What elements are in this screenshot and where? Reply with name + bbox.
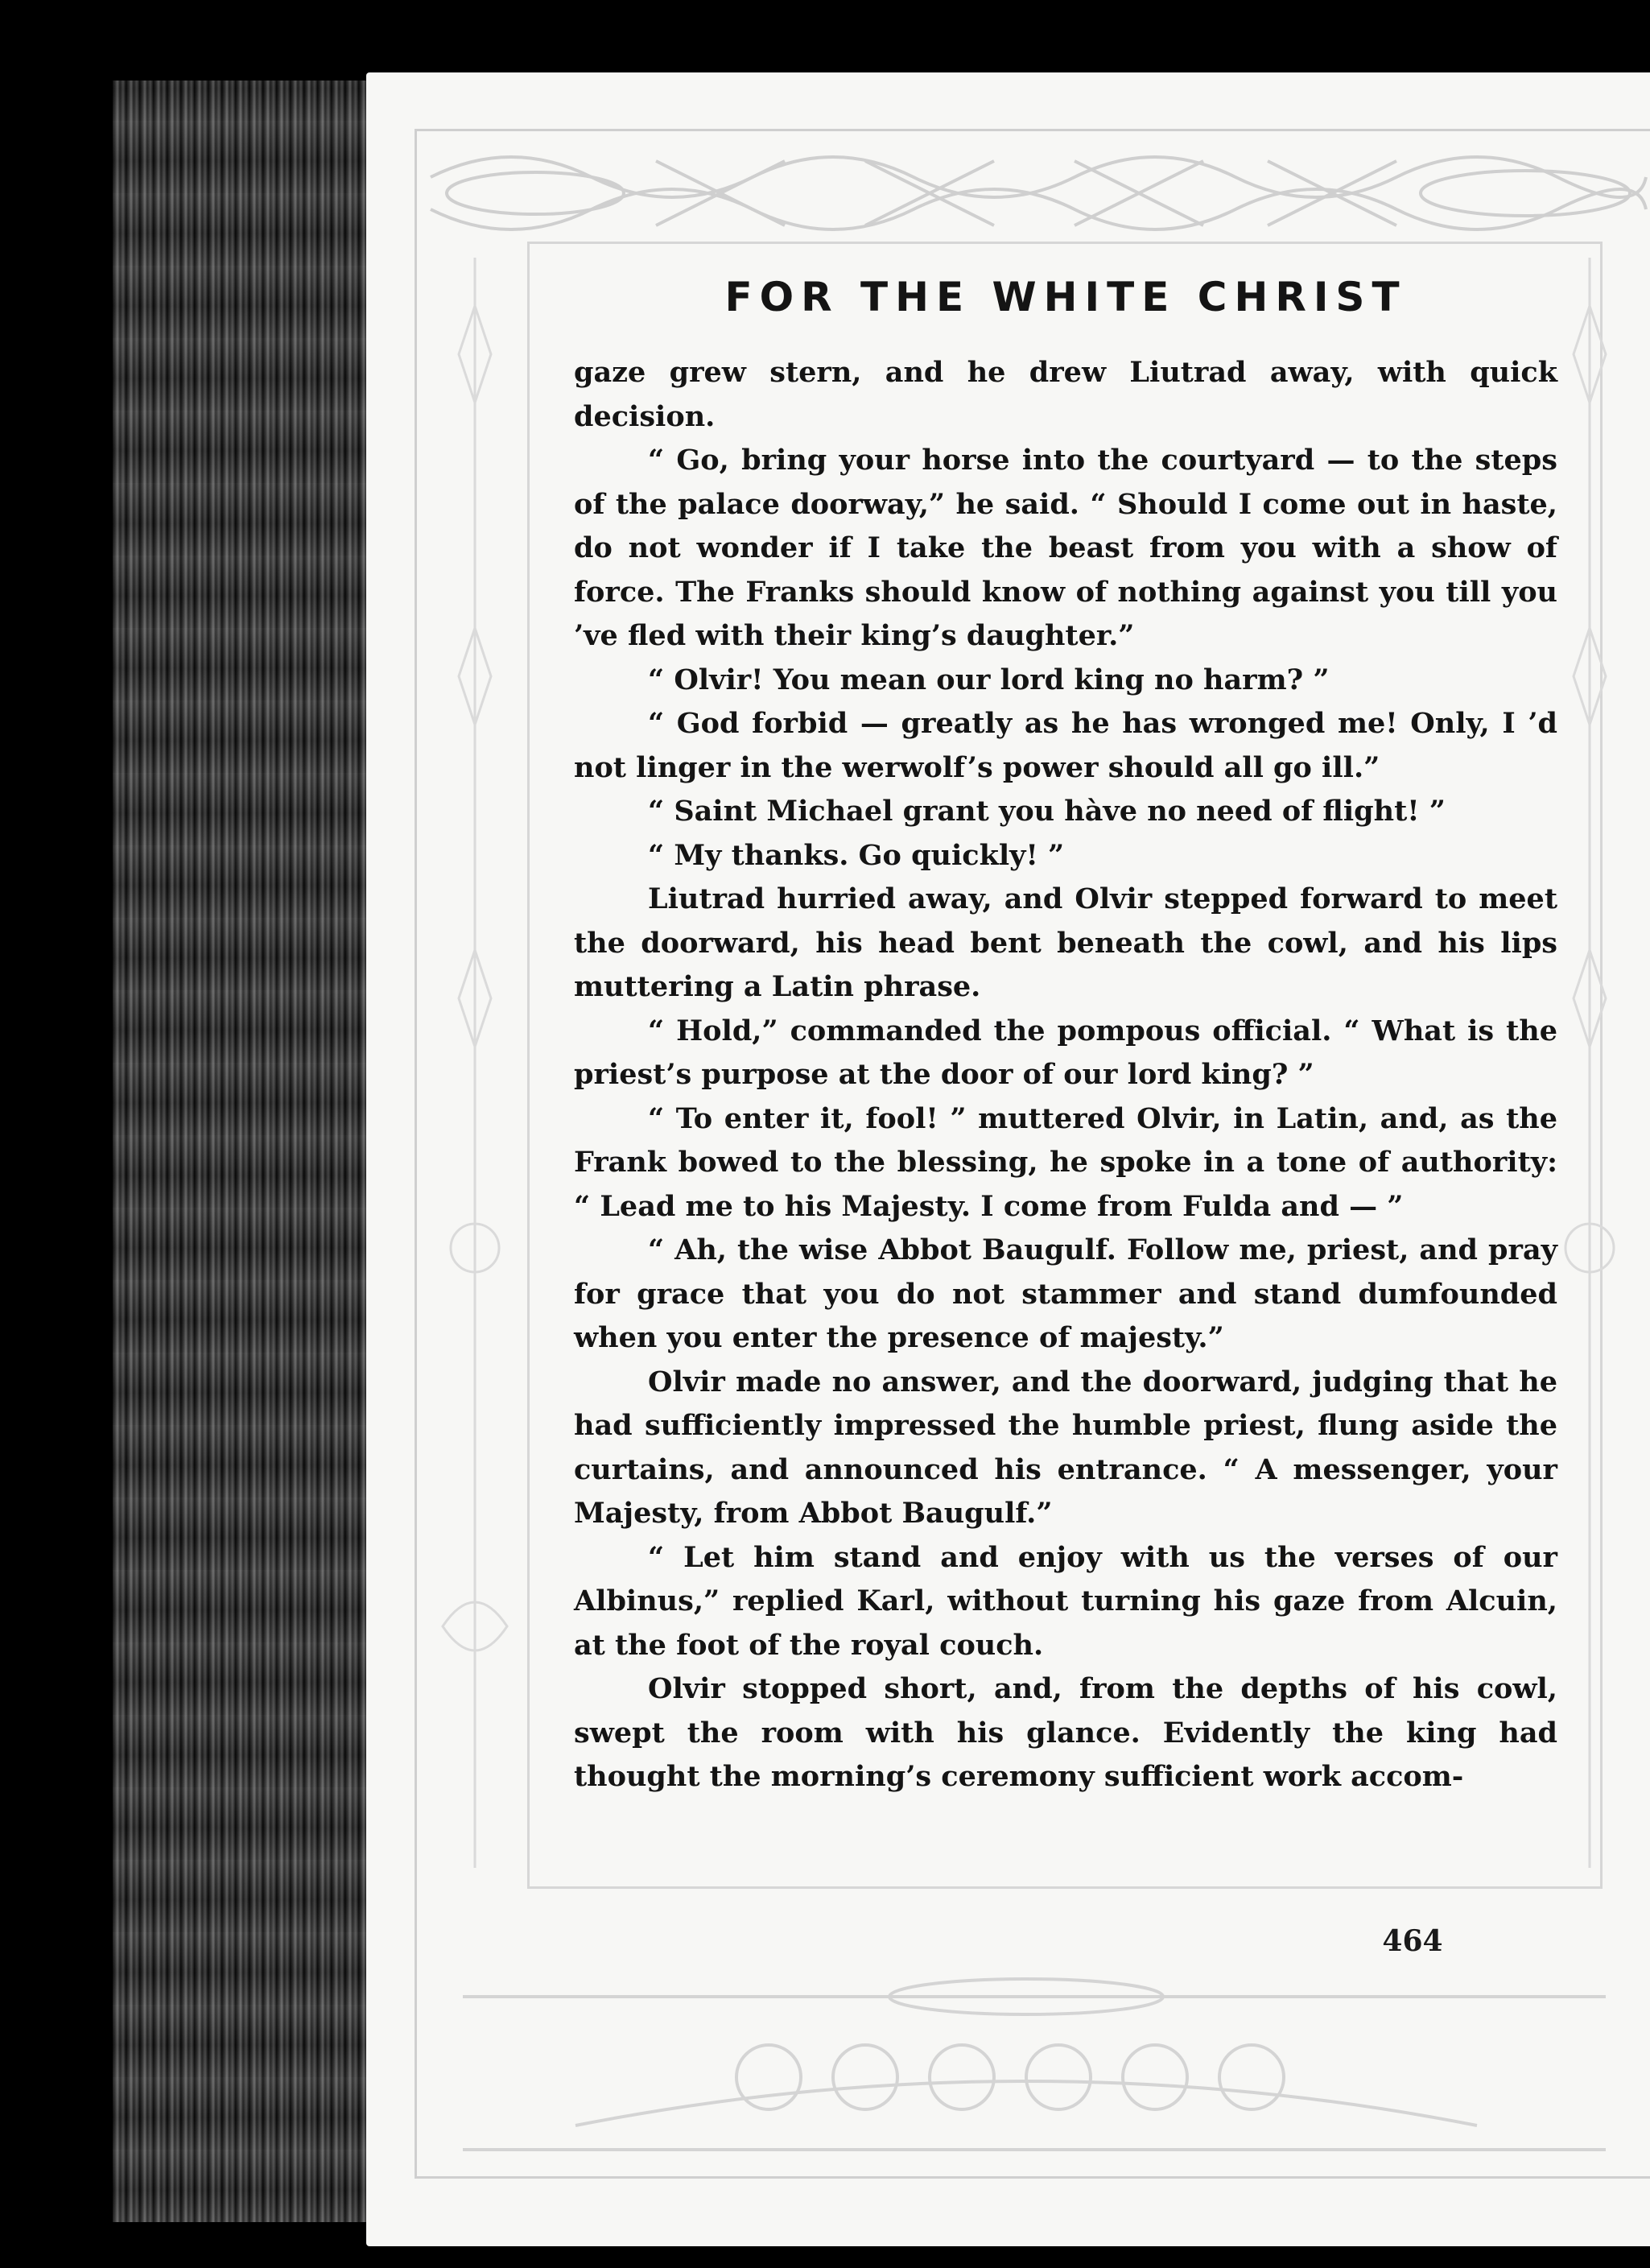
paragraph: gaze grew stern, and he drew Liutrad away, with quick decision. [574,356,1557,433]
paragraph: “ Olvir! You mean our lord king no harm? ” [648,663,1330,696]
paragraph: “ Saint Michael grant you hàve no need of flight! ” [648,795,1446,828]
page-text-block [574,274,1557,1799]
paragraph: “ Ah, the wise Abbot Baugulf. Follow me, priest, and pray for grace that you do not stammer and stand dumfounded when you enter the presence of majesty.” [574,1233,1557,1354]
running-head: FOR THE WHITE CHRIST [724,274,1407,320]
paragraph: “ God forbid — greatly as he has wronged me! Only, I ’d not linger in the werwolf’s power should all go ill.” [574,707,1557,784]
paragraph: “ My thanks. Go quickly! ” [648,838,1065,872]
book-edge [113,81,378,2222]
paragraph: Olvir stopped short, and, from the depths of his cowl, swept the room with his glance. Evidently the king had thought the morning’s ceremony sufficient work accom- [574,1672,1557,1793]
paragraph: “ Hold,” commanded the pompous official. “ What is the priest’s purpose at the door of our lord king? ” [574,1014,1557,1091]
paragraph: “ To enter it, fool! ” muttered Olvir, in Latin, and, as the Frank bowed to the blessing, he spoke in a tone of authority: “ Lead me to his Majesty. I come from Fulda and — ” [574,1101,1557,1223]
paragraph: “ Let him stand and enjoy with us the verses of our Albinus,” replied Karl, without turning his gaze from Alcuin, at the foot of the royal couch. [574,1540,1557,1662]
book-page [366,72,1650,2246]
body-text [574,351,1557,1799]
paragraph: Olvir made no answer, and the doorward, judging that he had sufficiently impressed the humble priest, flung aside the curtains, and announced his entrance. “ A messenger, your Majesty, from Abbot Baugulf.” [574,1365,1557,1530]
page-number: 464 [1382,1924,1443,1958]
paragraph: “ Go, bring your horse into the courtyard — to the steps of the palace doorway,” he said. “ Should I come out in haste, do not wonder if I take the beast from you with a show of force. The Franks should know of nothing against you till you ’ve fled with their king’s daughter.” [574,444,1557,652]
left-border-ornament [427,258,523,1868]
paragraph: Liutrad hurried away, and Olvir stepped forward to meet the doorward, his head bent beneath the cowl, and his lips muttering a Latin phrase. [574,882,1557,1003]
knotwork-header-ornament [415,129,1650,258]
